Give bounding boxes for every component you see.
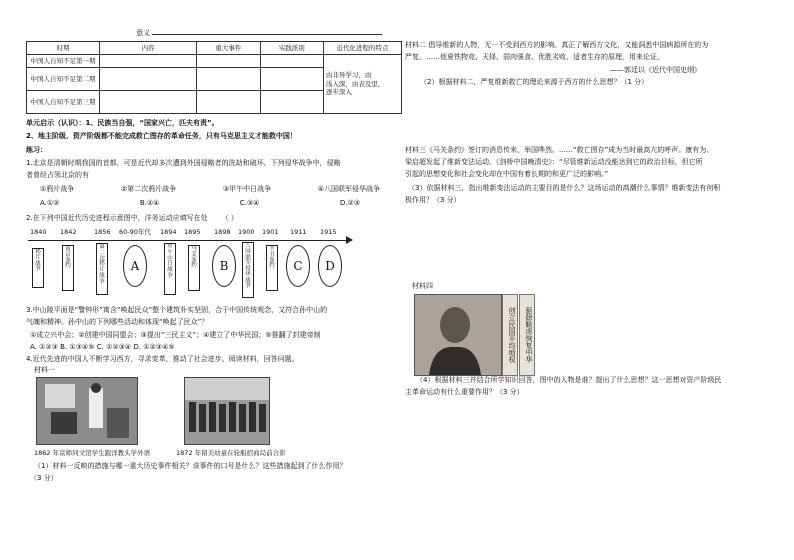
unit-insight-1: 单元启示（认识）：1、民族当自强，“国家兴亡，匹夫有责”。 bbox=[26, 119, 219, 127]
q4-stem: 4.近代先进的中国人不断学习西方，寻求变革，推动了社会进步。阅读材料，回答问题。 bbox=[26, 355, 299, 363]
timeline-arrow-icon bbox=[346, 236, 353, 244]
material-3-line-2: 梁启超发起了维新变法运动。《剑桥中国晚清史》：“尽管维新运动没能达到它的政治目标，但它所 bbox=[405, 158, 703, 166]
material-2-line-2: 严复。……他夏铁物竞、天择、弱肉强食、优胜劣败、适者生存的原理，用来论证。 bbox=[405, 53, 664, 61]
classroom-photo bbox=[36, 377, 138, 445]
oval-b: B bbox=[212, 245, 236, 287]
material-3-line-1: 材料三《马关条约》签订的消息传来，举国哗然。……“救亡图存”成为当时最高亢的呼声。康有为、 bbox=[405, 146, 714, 154]
year-1894: 1894 bbox=[160, 228, 177, 236]
header-event: 重大事件 bbox=[197, 42, 260, 55]
event-nanjing-treaty: 南京条约 bbox=[62, 245, 74, 291]
material-2-source: ——郭廷以《近代中国史纲》 bbox=[610, 66, 701, 74]
q1-ans-a[interactable]: A.①② bbox=[40, 199, 60, 207]
header-feature: 近代化进程的特点 bbox=[323, 42, 401, 55]
q4-sub3-line-2: 极作用？（3 分） bbox=[405, 196, 461, 204]
year-1856: 1856 bbox=[94, 228, 111, 236]
q2-stem: 2.在下列中国近代历史进程示意图中，洋务运动应填写在处 （ ） bbox=[26, 214, 238, 222]
q4-sub4-line-1: （4）根据材料三并结合所学知识回答，图中的人物是谁？提出了什么思想？这一思想对资产阶级民 bbox=[416, 376, 722, 384]
header-content: 内容 bbox=[100, 42, 197, 55]
portrait-image bbox=[415, 295, 501, 375]
material-1-label: 材料一 bbox=[34, 366, 55, 374]
q3-options: ①成立兴中会；②创建中国同盟会；③提出“三民主义”；④建立了中华民国；⑤推翻了封建帝制 bbox=[30, 331, 321, 339]
timeline-diagram bbox=[26, 228, 406, 308]
caption-2: 1872 年留美幼童在轮船招商局前合影 bbox=[176, 449, 286, 457]
year-1842: 1842 bbox=[60, 228, 77, 236]
event-opium-war: 鸦片战争 bbox=[32, 248, 44, 288]
material-4-label: 材料四 bbox=[412, 282, 433, 290]
header-period: 时期 bbox=[27, 42, 100, 55]
row-period-3: 中国人自知不足第三期 bbox=[27, 91, 100, 114]
q1-ans-b[interactable]: B.②④ bbox=[139, 199, 160, 207]
calligraphy-scroll-left: 创立民国平均地权 bbox=[502, 294, 518, 376]
q4-sub4-line-2: 主革命运动有什么重要作用？（3 分） bbox=[405, 388, 524, 396]
year-1915: 1915 bbox=[320, 228, 337, 236]
event-boxer-protocol: 辛丑条约 bbox=[266, 245, 278, 291]
oval-a: A bbox=[123, 245, 147, 287]
oval-d: D bbox=[318, 245, 342, 287]
timeline-axis bbox=[28, 240, 348, 241]
event-second-opium-war: 第二次鸦片战争 bbox=[96, 243, 108, 295]
q4-sub1: （1）材料一反映的措施与哪一重大历史事件相关？该事件的口号是什么？这些措施起到了什么作用？ bbox=[34, 462, 347, 470]
caption-1: 1862 年京师同文馆学生跟洋教头学外语 bbox=[34, 449, 151, 457]
q1-stem-2: 者曾经占领北京的有 bbox=[26, 171, 89, 179]
q3-stem-1: 3.中山陵平面是“警钟形”寓含“唤起民众”整个建筑朴实坚固，合于中国传统观念，又符合孙中山的 bbox=[26, 306, 328, 314]
feature-line-2: 浅入深，由表及里， bbox=[325, 79, 385, 88]
year-60-90s: 60-90年代 bbox=[119, 228, 151, 236]
calligraphy-scroll-right: 驱除鞑虏恢复中华 bbox=[519, 294, 535, 376]
students-photo bbox=[184, 377, 270, 445]
history-table bbox=[26, 41, 402, 114]
row-period-2: 中国人自知不足第二期 bbox=[27, 68, 100, 91]
practice-label: 练习： bbox=[26, 146, 47, 154]
q1-opt-3: ③甲午中日战争 bbox=[222, 185, 272, 193]
classroom-photo-image bbox=[37, 378, 137, 444]
year-1898: 1898 bbox=[214, 228, 231, 236]
q4-sub3-line-1: （3）依据材料三，指出维新变法运动的主要目的是什么？这场运动的高潮什么事情？维新变法有何积 bbox=[408, 184, 721, 192]
significance-label: 意义 bbox=[136, 29, 382, 38]
year-1840: 1840 bbox=[30, 228, 47, 236]
year-1901: 1901 bbox=[262, 228, 279, 236]
event-eight-nation-army: 八国联军侵华战争 bbox=[242, 242, 254, 298]
q3-stem-2: 气魄和精神。孙中山的下列哪些活动和体现“唤起了民众”？ bbox=[26, 318, 209, 326]
event-shimonoseki-treaty: 马关条约 bbox=[188, 245, 200, 291]
q3-answers[interactable]: A. ①②③ B. ①③④⑤ C. ①②③④ D. ①②③④⑤ bbox=[30, 343, 175, 351]
q4-sub1-score: （3 分） bbox=[30, 474, 58, 482]
year-1895: 1895 bbox=[184, 228, 201, 236]
q1-ans-d[interactable]: D.②③ bbox=[339, 199, 360, 207]
year-1911: 1911 bbox=[290, 228, 307, 236]
q1-answers bbox=[40, 199, 360, 208]
unit-insight-2: 2、地主阶级、资产阶级都不能完成救亡图存的革命任务，只有马克思主义才能救中国！ bbox=[26, 132, 297, 140]
feature-line-3: 逐步深入 bbox=[325, 88, 352, 97]
event-sino-japanese-war: 甲午中日战争 bbox=[164, 243, 176, 295]
material-2-line-1: 材料二 倡导维新的人物，无一不受到西方的影响。真正了解西方文化，又能洞悉中国病源所在的为 bbox=[405, 41, 709, 49]
year-1900: 1900 bbox=[238, 228, 255, 236]
oval-c: C bbox=[286, 245, 310, 287]
feature-line-1: 由非异学习，由 bbox=[325, 70, 372, 79]
q1-ans-c[interactable]: C.③④ bbox=[239, 199, 260, 207]
q1-opt-2: ②第二次鸦片战争 bbox=[120, 185, 177, 193]
q1-opt-1: ①鸦片战争 bbox=[40, 185, 75, 193]
sun-yat-sen-portrait bbox=[414, 294, 502, 376]
row-period-1: 中国人自知不足第一期 bbox=[27, 55, 100, 68]
q1-options bbox=[40, 185, 380, 194]
header-faction: 实践派别 bbox=[260, 42, 323, 55]
students-photo-image bbox=[185, 378, 269, 444]
q1-opt-4: ④八国联军侵华战争 bbox=[317, 185, 380, 193]
material-3-line-3: 引起的思想变化和社会变化却在中国有着长期的和更广泛的影响。” bbox=[405, 170, 609, 178]
q4-sub2: （2）根据材料二，严复维新救亡的理论来源于西方的什么思想？（1 分） bbox=[420, 78, 649, 86]
q1-stem-1: 1.北京是清朝时期我国的首都，可是近代却多次遭到外国侵略者的洗劫和破坏。下列侵华战争中，侵略 bbox=[26, 159, 341, 167]
